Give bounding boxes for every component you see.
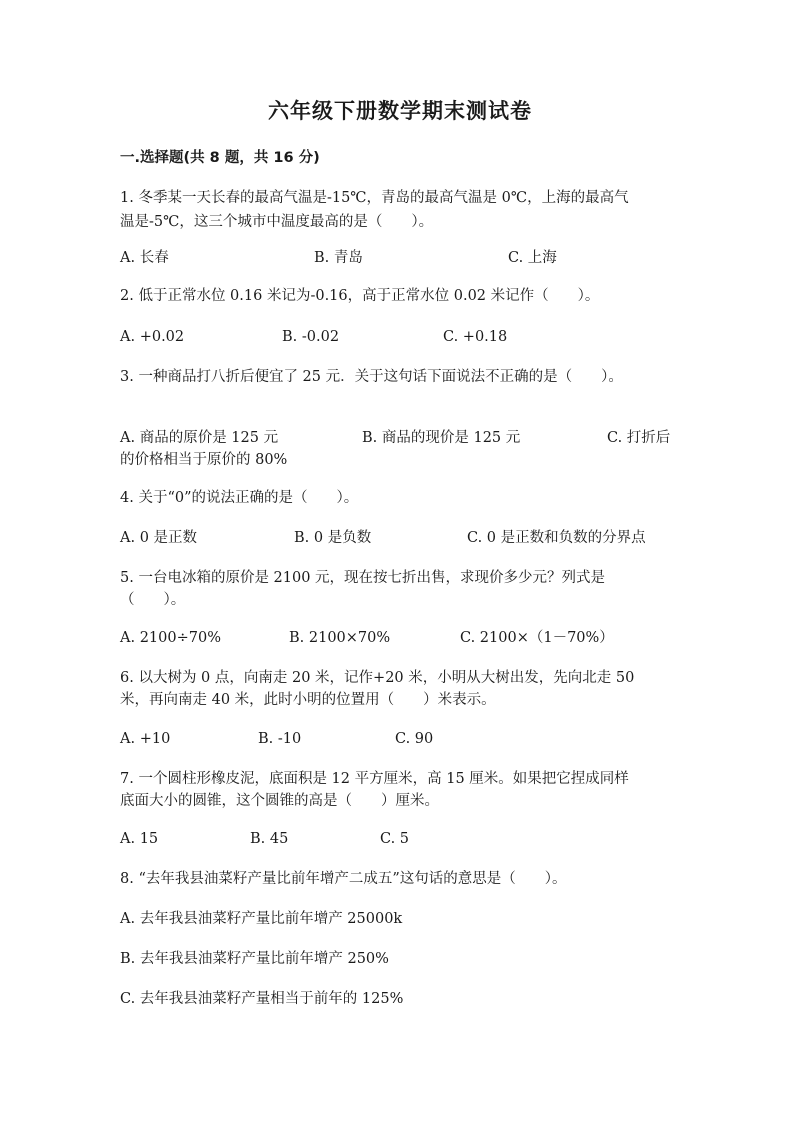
question-4-option-c: C. 0 是正数和负数的分界点 bbox=[467, 530, 646, 546]
question-7-line-2: 底面大小的圆锥，这个圆锥的高是（ ）厘米。 bbox=[120, 793, 439, 809]
question-3-option-c: C. 打折后 bbox=[607, 430, 671, 446]
question-1-line-1: 1. 冬季某一天长春的最高气温是-15℃，青岛的最高气温是 0℃，上海的最高气 bbox=[120, 190, 629, 206]
question-5-line-1: 5. 一台电冰箱的原价是 2100 元，现在按七折出售，求现价多少元？列式是 bbox=[120, 570, 606, 586]
question-3-line-1: 3. 一种商品打八折后便宜了 25 元．关于这句话下面说法不正确的是（ ）。 bbox=[120, 369, 623, 385]
question-6-option-b: B. -10 bbox=[258, 731, 302, 747]
question-6-option-a: A. +10 bbox=[120, 731, 171, 747]
question-1-option-c: C. 上海 bbox=[508, 250, 557, 266]
question-1-option-b: B. 青岛 bbox=[314, 250, 363, 266]
question-2-line-1: 2. 低于正常水位 0.16 米记为-0.16，高于正常水位 0.02 米记作（ ）。 bbox=[120, 288, 600, 304]
question-2-option-b: B. -0.02 bbox=[282, 329, 340, 345]
question-6-option-c: C. 90 bbox=[395, 731, 434, 747]
question-5-option-a: A. 2100÷70% bbox=[120, 630, 221, 646]
question-2-option-a: A. +0.02 bbox=[120, 329, 185, 345]
question-6-line-2: 米，再向南走 40 米，此时小明的位置用（ ）米表示。 bbox=[120, 692, 496, 708]
question-7-option-b: B. 45 bbox=[250, 831, 289, 847]
question-8-option-a: A. 去年我县油菜籽产量比前年增产 25000k bbox=[120, 911, 403, 927]
question-6-line-1: 6. 以大树为 0 点，向南走 20 米，记作+20 米，小明从大树出发，先向北走 50 bbox=[120, 670, 635, 686]
exam-title: 六年级下册数学期末测试卷 bbox=[268, 99, 532, 123]
question-5-option-c: C. 2100×（1－70%） bbox=[460, 630, 614, 646]
question-8-option-b: B. 去年我县油菜籽产量比前年增产 250% bbox=[120, 951, 389, 967]
question-7-option-c: C. 5 bbox=[380, 831, 410, 847]
question-3-option-b: B. 商品的现价是 125 元 bbox=[362, 430, 521, 446]
question-7-option-a: A. 15 bbox=[120, 831, 159, 847]
question-8-line-1: 8. “去年我县油菜籽产量比前年增产二成五”这句话的意思是（ ）。 bbox=[120, 871, 567, 887]
question-8-option-c: C. 去年我县油菜籽产量相当于前年的 125% bbox=[120, 991, 404, 1007]
question-1-option-a: A. 长春 bbox=[120, 250, 169, 266]
question-7-line-1: 7. 一个圆柱形橡皮泥，底面积是 12 平方厘米，高 15 厘米。如果把它捏成同样 bbox=[120, 771, 629, 787]
question-2-option-c: C. +0.18 bbox=[443, 329, 508, 345]
question-5-option-b: B. 2100×70% bbox=[289, 630, 391, 646]
question-4-line-1: 4. 关于“0”的说法正确的是（ ）。 bbox=[120, 490, 359, 506]
question-4-option-b: B. 0 是负数 bbox=[294, 530, 372, 546]
section-heading: 一.选择题(共 8 题，共 16 分) bbox=[120, 150, 320, 166]
question-5-line-2: （ ）。 bbox=[120, 592, 186, 608]
question-3-option-a: A. 商品的原价是 125 元 bbox=[120, 430, 279, 446]
question-1-line-2: 温是-5℃，这三个城市中温度最高的是（ ）。 bbox=[120, 214, 434, 230]
question-3-option-c-continued: 的价格相当于原价的 80% bbox=[120, 452, 288, 468]
question-4-option-a: A. 0 是正数 bbox=[120, 530, 198, 546]
